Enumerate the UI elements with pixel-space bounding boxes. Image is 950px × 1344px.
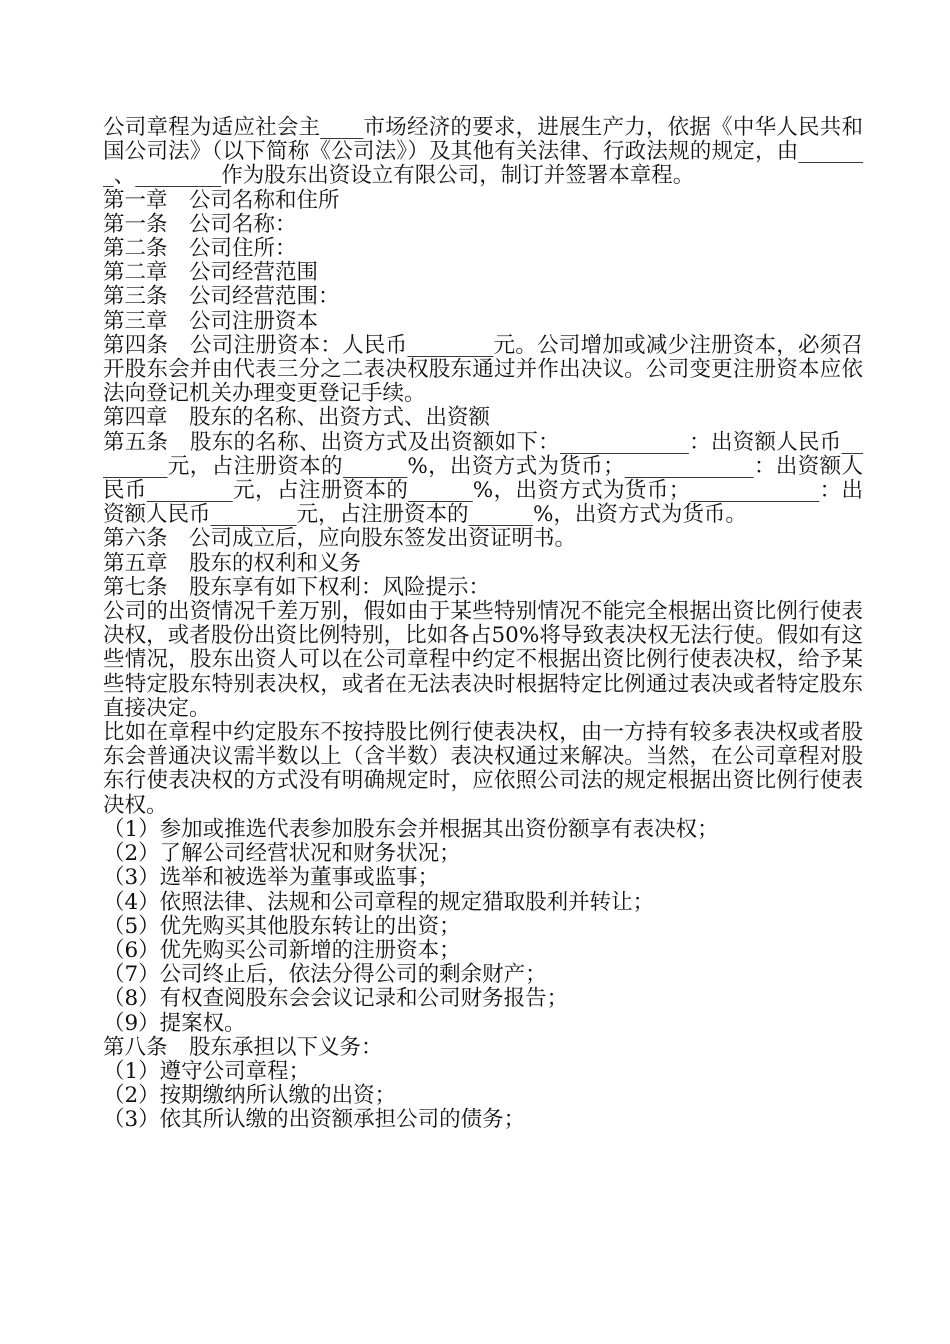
article-5: 第五条 股东的名称、出资方式及出资额如下：____________：出资额人民币________元，占注册资本的______%，出资方式为货币；____________：出资额人民币________元，占注册资本的______%，出资方式为货币；____________：出资额人民币________元，占注册资本的______%，出资方式为货币。	[103, 429, 863, 528]
article-7: 第七条 股东享有如下权利：风险提示：	[103, 574, 491, 600]
risk-note-paragraph-1: 公司的出资情况千差万别，假如由于某些特别情况不能完全根据出资比例行使表决权，或者股份出资比例特别，比如各占50%将导致表决权无法行使。假如有这些情况，股东出资人可以在公司章程中约定不根据出资比例行使表决权，给予某些特定股东特别表决权，或者在无法表决时根据特定比例通过表决或者特定股东直接决定。	[103, 599, 863, 721]
right-item-1: （1）参加或推选代表参加股东会并根据其出资份额享有表决权；	[103, 816, 719, 842]
article-6: 第六条 公司成立后，应向股东签发出资证明书。	[103, 526, 577, 552]
right-item-3: （3）选举和被选举为董事或监事；	[103, 865, 440, 891]
document-page	[103, 116, 863, 1133]
article-8: 第八条 股东承担以下义务：	[103, 1034, 383, 1060]
preamble-paragraph: 公司章程为适应社会主____市场经济的要求，进展生产力，依据《中华人民共和国公司法》（以下简称《公司法》）及其他有关法律、行政法规的规定，由_______、________作为股东出资设立有限公司，制订并签署本章程。	[103, 115, 863, 189]
article-4: 第四条 公司注册资本：人民币________元。公司增加或减少注册资本，必须召开股东会并由代表三分之二表决权股东通过并作出决议。公司变更注册资本应依法向登记机关办理变更登记手续。	[103, 332, 863, 407]
chapter-5-heading: 第五章 股东的权利和义务	[103, 550, 362, 576]
right-item-4: （4）依照法律、法规和公司章程的规定猎取股利并转让；	[103, 889, 655, 915]
obligation-item-2: （2）按期缴纳所认缴的出资；	[103, 1083, 397, 1109]
article-2: 第二条 公司住所：	[103, 236, 297, 262]
risk-note-paragraph-2: 比如在章程中约定股东不按持股比例行使表决权，由一方持有较多表决权或者股东会普通决议需半数以上（含半数）表决权通过来解决。当然，在公司章程对股东行使表决权的方式没有明确规定时，应依照公司法的规定根据出资比例行使表决权。	[103, 720, 863, 818]
right-item-8: （8）有权查阅股东会会议记录和公司财务报告；	[103, 986, 569, 1012]
obligation-item-3: （3）依其所认缴的出资额承担公司的债务；	[103, 1107, 526, 1133]
article-1: 第一条 公司名称：	[103, 211, 297, 237]
chapter-2-heading: 第二章 公司经营范围	[103, 260, 319, 286]
right-item-6: （6）优先购买公司新增的注册资本；	[103, 937, 461, 963]
chapter-1-heading: 第一章 公司名称和住所	[103, 187, 340, 213]
right-item-5: （5）优先购买其他股东转让的出资；	[103, 913, 461, 939]
chapter-4-heading: 第四章 股东的名称、出资方式、出资额	[103, 405, 491, 431]
obligation-item-1: （1）遵守公司章程；	[103, 1058, 311, 1084]
article-3: 第三条 公司经营范围：	[103, 284, 340, 310]
right-item-7: （7）公司终止后，依法分得公司的剩余财产；	[103, 962, 547, 988]
right-item-9: （9）提案权。	[103, 1010, 246, 1036]
right-item-2: （2）了解公司经营状况和财务状况；	[103, 841, 461, 867]
chapter-3-heading: 第三章 公司注册资本	[103, 308, 319, 334]
